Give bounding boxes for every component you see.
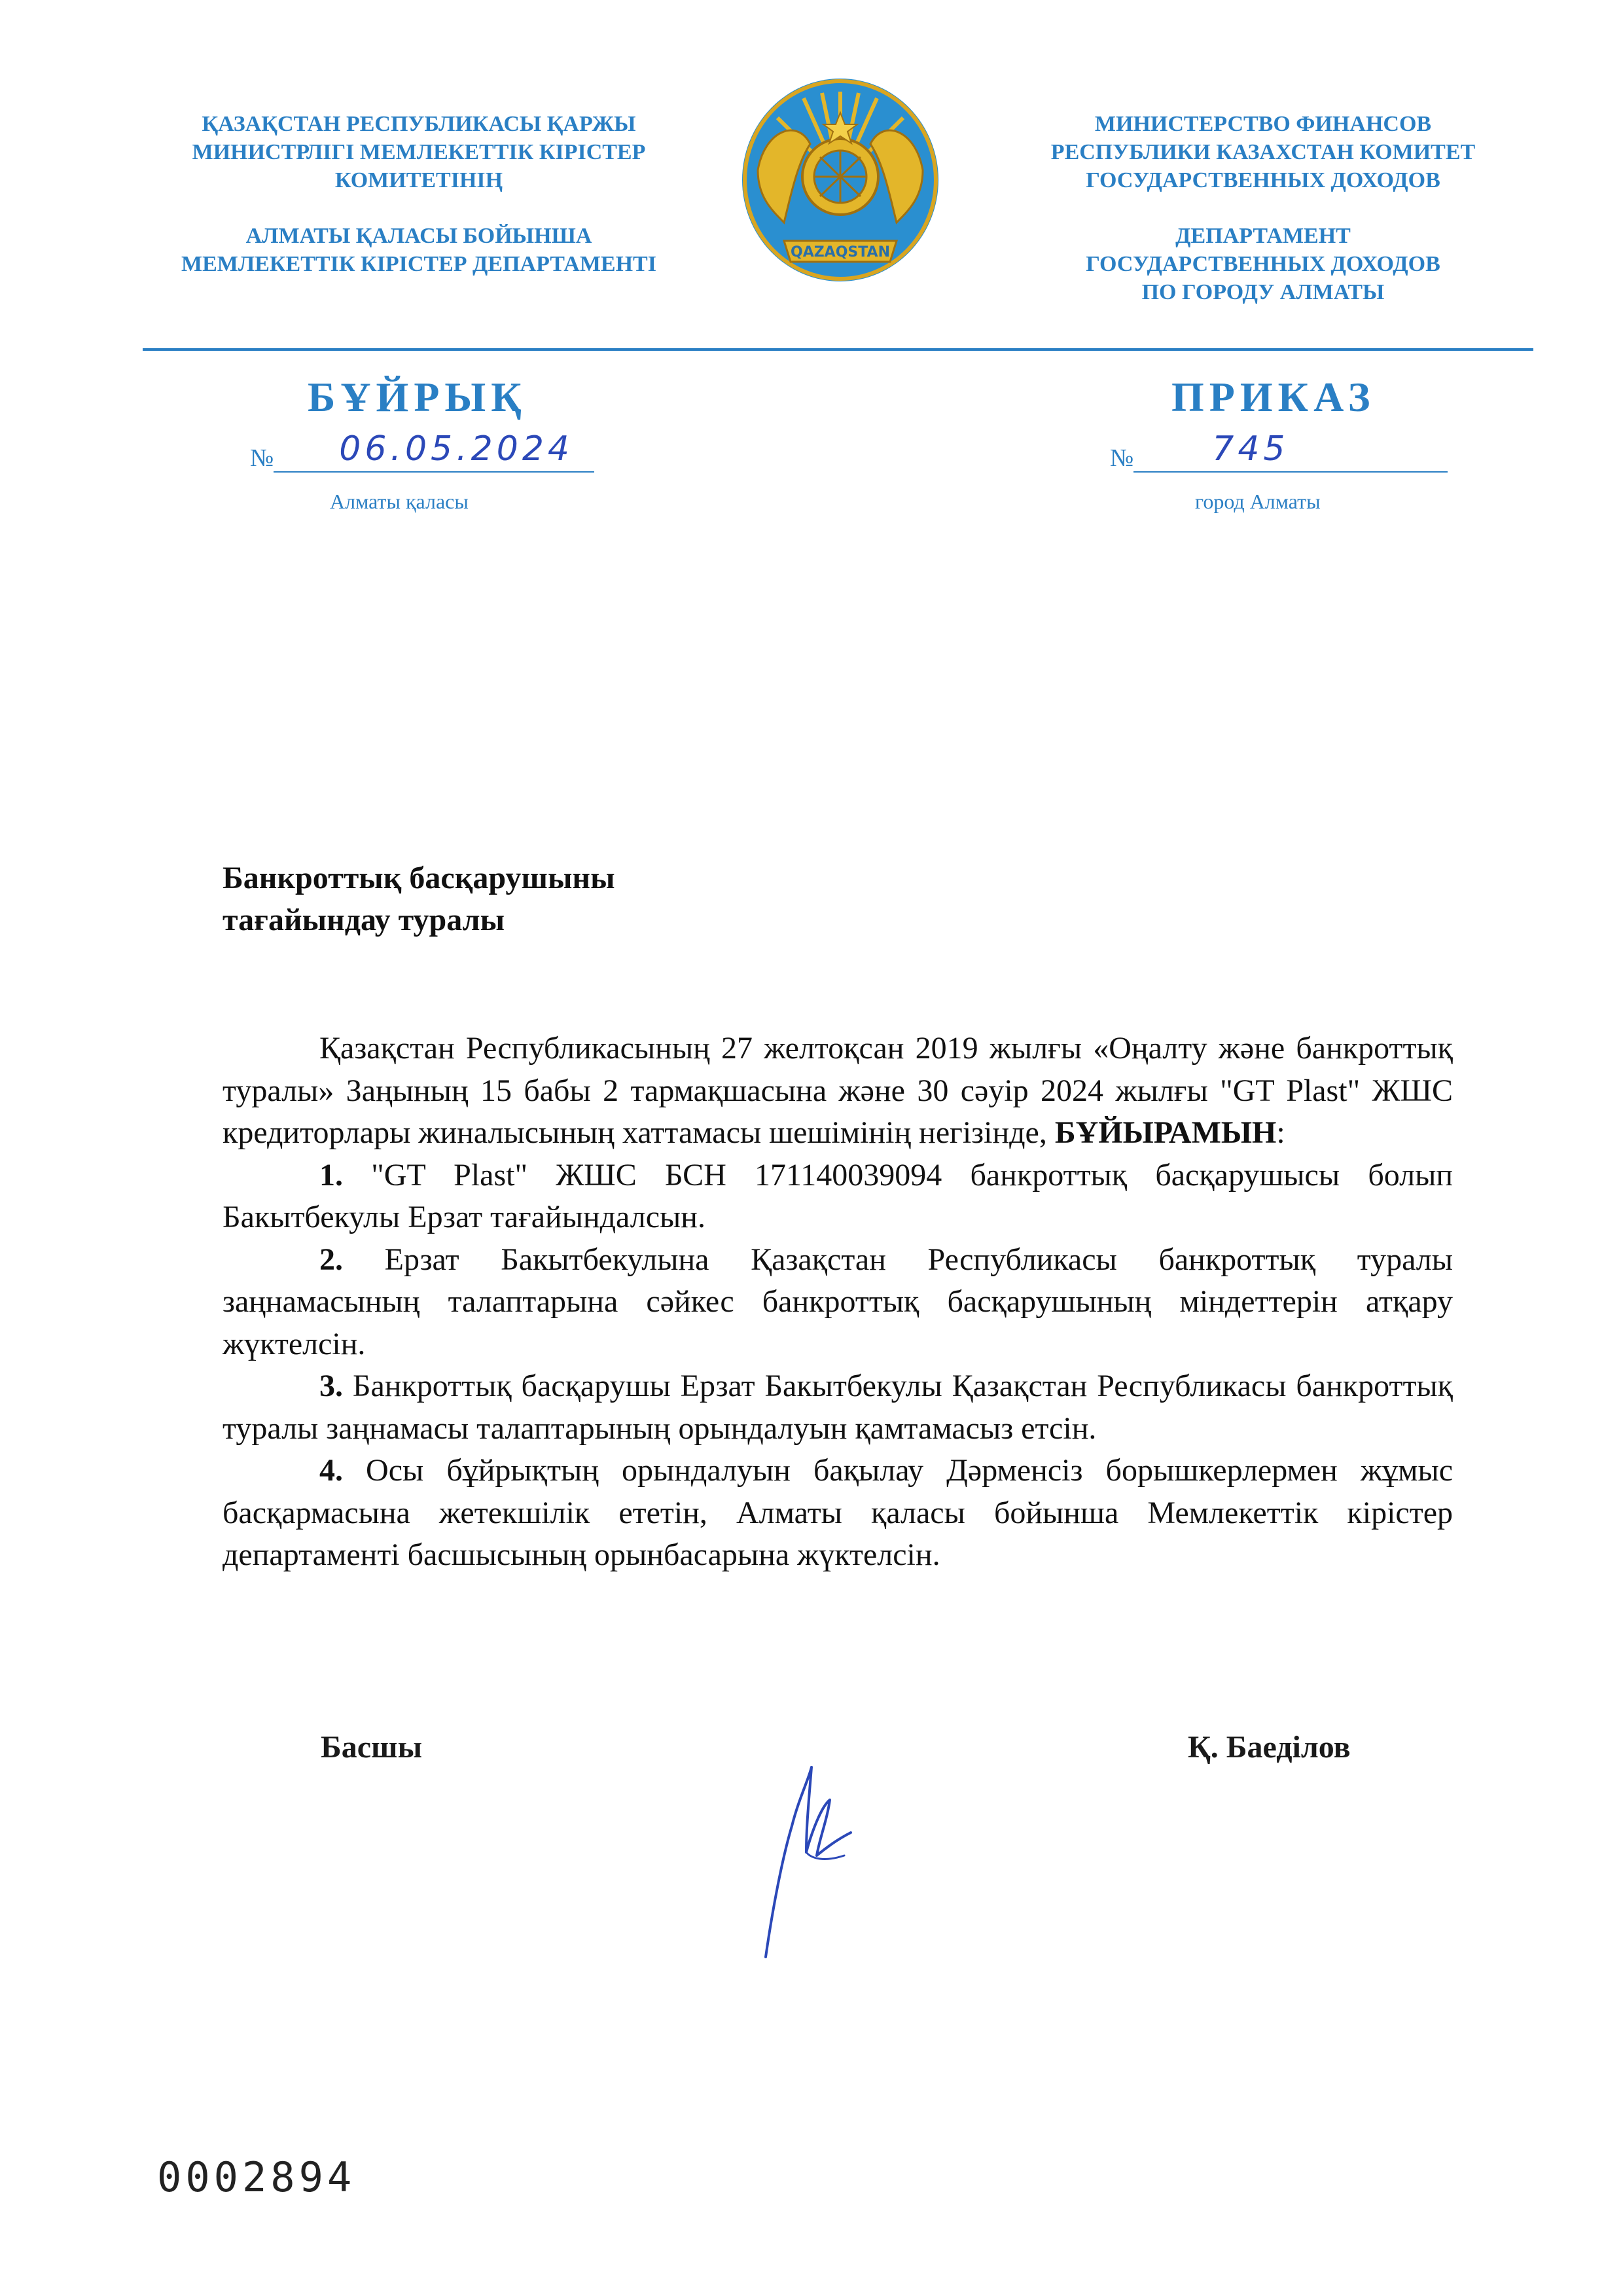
item-number: 2. [319, 1242, 343, 1277]
item-number: 4. [319, 1453, 343, 1488]
state-emblem-icon [738, 72, 942, 295]
order-item [223, 1155, 1453, 1239]
city-ru: город Алматы [1195, 490, 1321, 513]
subject-line: Банкроттық басқарушыны [223, 861, 615, 895]
item-text: Ерзат Бакытбекулына Қазақстан Республикасы банкроттық туралы заңнамасының талаптарына сәйкес банкроттық басқарушының міндеттерін атқару жүктелсін. [223, 1242, 1453, 1361]
org-line: КОМИТЕТІНІҢ [334, 168, 503, 192]
emblem-text: QAZAQSTAN [791, 244, 890, 260]
handwritten-date: 06.05.2024 [339, 429, 573, 469]
serial-number: 0002894 [157, 2153, 356, 2201]
item-number: 1. [319, 1157, 343, 1193]
item-text: Банкроттық басқарушы Ерзат Бакытбекулы Қазақстан Республикасы банкроттық туралы заңнамасы талаптарының орындалуын қамтамасыз етсін. [223, 1369, 1453, 1446]
order-item [223, 1365, 1453, 1450]
header-divider [143, 348, 1533, 351]
intro-end: : [1276, 1115, 1285, 1150]
dept-line: АЛМАТЫ ҚАЛАСЫ БОЙЫНША [245, 224, 592, 248]
org-line: ГОСУДАРСТВЕННЫХ ДОХОДОВ [1086, 168, 1440, 192]
intro-text: Қазақстан Республикасының 27 желтоқсан 2019 жылғы «Оңалту және банкроттық туралы» Заңының 15 бабы 2 тармақшасына және 30 сәуір 2024 жылғы "GT Plast" ЖШС кредиторлары жиналысының хаттамасы шешімінің негізінде, [223, 1031, 1453, 1150]
subject-line: тағайындау туралы [223, 903, 505, 937]
signatory-name: Қ. Баеділов [1188, 1730, 1351, 1765]
order-subject [223, 857, 615, 941]
dept-line: ГОСУДАРСТВЕННЫХ ДОХОДОВ [1086, 252, 1440, 276]
order-item [223, 1450, 1453, 1577]
handwritten-number: 745 [1212, 429, 1289, 469]
header-right-ru [969, 110, 1558, 306]
number-sign: № [250, 444, 274, 472]
dept-line: ПО ГОРОДУ АЛМАТЫ [1141, 280, 1385, 304]
order-item [223, 1239, 1453, 1366]
order-body [223, 1028, 1453, 1577]
order-number-line [1110, 429, 1448, 473]
city-kz: Алматы қаласы [330, 490, 469, 513]
order-date-line [250, 429, 594, 473]
dept-line: ДЕПАРТАМЕНТ [1175, 224, 1351, 248]
signatory-title: Басшы [321, 1730, 423, 1765]
header-left-kz [131, 110, 707, 278]
intro-paragraph [223, 1028, 1453, 1155]
org-line: ҚАЗАҚСТАН РЕСПУБЛИКАСЫ ҚАРЖЫ [202, 112, 636, 136]
number-sign: № [1110, 444, 1134, 472]
intro-command: БҰЙЫРАМЫН [1054, 1115, 1277, 1150]
item-number: 3. [319, 1369, 343, 1403]
order-title-ru: ПРИКАЗ [1171, 374, 1376, 420]
org-line: МИНИСТРЛІГІ МЕМЛЕКЕТТІК КІРІСТЕР [192, 140, 646, 164]
item-text: Осы бұйрықтың орындалуын бақылау Дәрменсіз борышкерлермен жұмыс басқармасына жетекшілік ететін, Алматы қаласы бойынша Мемлекеттік кірістер департаменті басшысының орынбасарына жүктелсін. [223, 1453, 1453, 1572]
item-text: "GT Plast" ЖШС БСН 171140039094 банкроттық басқарушысы болып Бакытбекулы Ерзат тағайындалсын. [223, 1157, 1453, 1234]
handwritten-signature [746, 1728, 877, 1964]
dept-line: МЕМЛЕКЕТТІК КІРІСТЕР ДЕПАРТАМЕНТІ [181, 252, 656, 276]
org-line: РЕСПУБЛИКИ КАЗАХСТАН КОМИТЕТ [1050, 140, 1476, 164]
org-line: МИНИСТЕРСТВО ФИНАНСОВ [1094, 112, 1432, 136]
order-title-kz: БҰЙРЫҚ [308, 374, 527, 420]
